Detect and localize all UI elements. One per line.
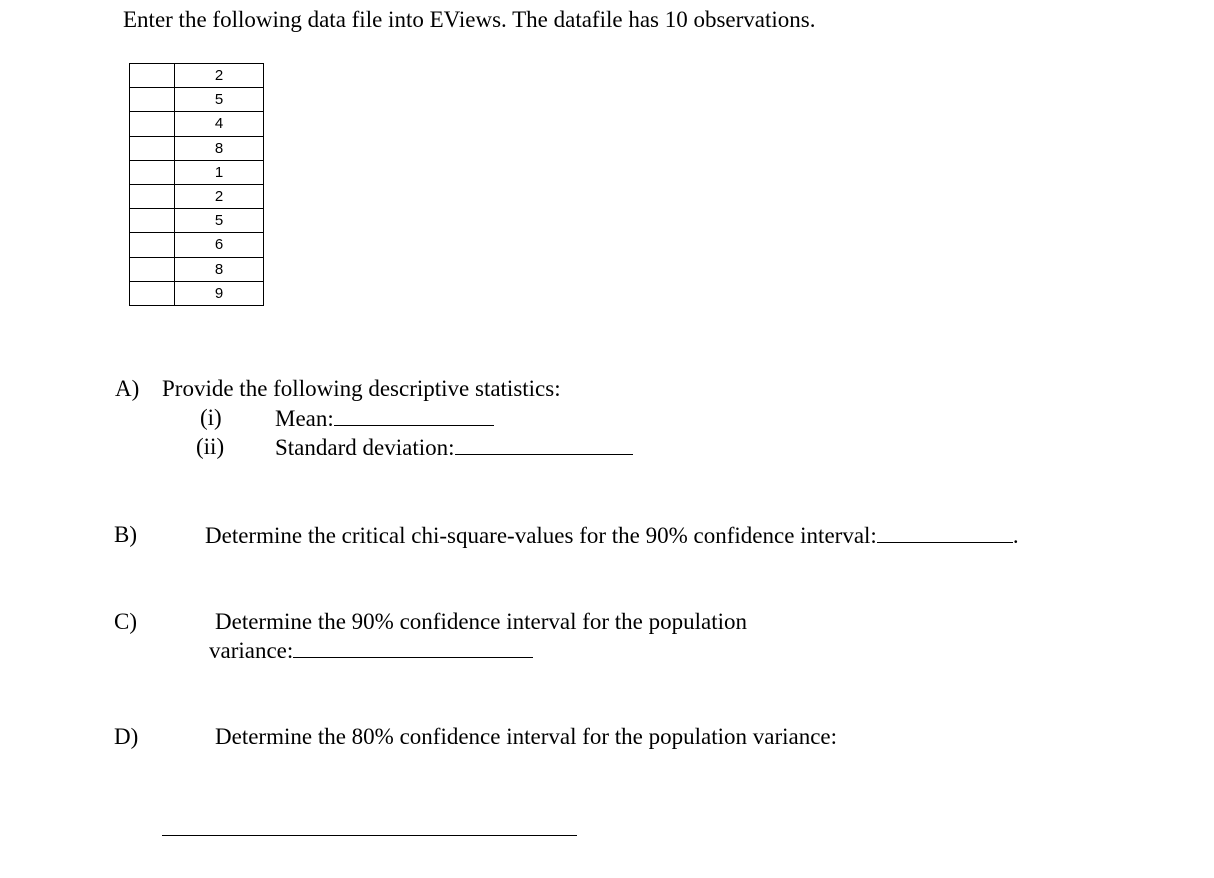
variance-80-answer-line[interactable] <box>162 835 577 836</box>
intro-text: Enter the following data file into EViews. The datafile has 10 observations. <box>123 7 816 32</box>
part-c-label: C) <box>114 609 137 634</box>
data-value-cell: 5 <box>175 209 264 233</box>
empty-cell <box>130 136 175 160</box>
table-row <box>130 160 264 184</box>
empty-cell <box>130 160 175 184</box>
table-row <box>130 184 264 208</box>
chi-square-answer-line[interactable] <box>877 522 1013 543</box>
empty-cell <box>130 112 175 136</box>
data-value-cell: 5 <box>175 88 264 112</box>
part-a-item-2-text <box>275 434 633 461</box>
mean-answer-line[interactable] <box>334 405 494 426</box>
part-a-text: Provide the following descriptive statistics: <box>162 376 561 401</box>
empty-cell <box>130 281 175 305</box>
table-row <box>130 112 264 136</box>
table-row <box>130 281 264 305</box>
part-d-text: Determine the 80% confidence interval for the population variance: <box>215 724 838 749</box>
std-dev-answer-line[interactable] <box>455 434 633 455</box>
data-value-cell: 6 <box>175 233 264 257</box>
part-a-item-2-num: (ii) <box>196 434 225 459</box>
data-value-cell: 8 <box>175 257 264 281</box>
data-value-cell: 1 <box>175 160 264 184</box>
table-row <box>130 136 264 160</box>
part-b-period: . <box>1012 523 1019 548</box>
data-value-cell: 8 <box>175 136 264 160</box>
part-d-label: D) <box>114 724 139 749</box>
data-value-cell: 4 <box>175 112 264 136</box>
mean-label: Mean: <box>275 406 334 431</box>
empty-cell <box>130 209 175 233</box>
data-value-cell: 2 <box>175 184 264 208</box>
table-row <box>130 88 264 112</box>
std-dev-label: Standard deviation: <box>275 435 455 460</box>
part-a-item-1-num: (i) <box>200 405 222 430</box>
table-row <box>130 64 264 88</box>
data-value-cell: 9 <box>175 281 264 305</box>
part-a-item-1-text <box>275 405 494 432</box>
data-table <box>129 63 264 306</box>
table-row <box>130 257 264 281</box>
table-row <box>130 233 264 257</box>
empty-cell <box>130 233 175 257</box>
part-c-variance-label: variance: <box>209 638 294 663</box>
part-a-label: A) <box>115 376 140 401</box>
empty-cell <box>130 257 175 281</box>
part-b-question: Determine the critical chi-square-values for the 90% confidence interval: <box>205 523 877 548</box>
empty-cell <box>130 64 175 88</box>
part-c-line1: Determine the 90% confidence interval for the population <box>215 609 747 634</box>
variance-90-answer-line[interactable] <box>293 637 533 658</box>
table-row <box>130 209 264 233</box>
empty-cell <box>130 184 175 208</box>
empty-cell <box>130 88 175 112</box>
data-value-cell: 2 <box>175 64 264 88</box>
part-b-label: B) <box>114 522 137 547</box>
part-c-line2 <box>209 637 533 664</box>
part-b-text <box>205 522 1019 549</box>
